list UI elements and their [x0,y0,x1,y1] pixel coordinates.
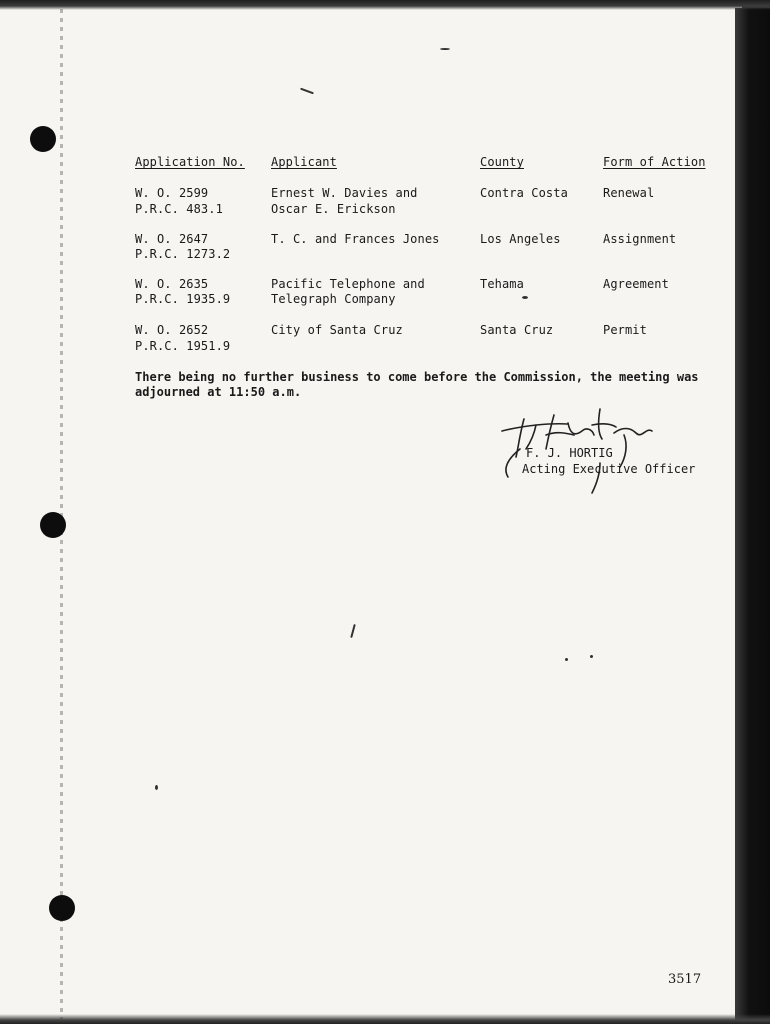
row-2-action: Assignment [603,232,677,246]
row-1-applicant-line-1: Ernest W. Davies and [271,186,418,200]
row-3-applicant-line-2: Telegraph Company [271,292,396,306]
page-number: 3517 [668,972,702,987]
row-4-applicant-line-1: City of Santa Cruz [271,323,403,337]
scan-right-edge [735,8,770,1024]
row-3-county: Tehama [480,277,524,291]
scan-speck [300,88,314,95]
row-1-wo-number: W. O. 2599 [135,186,209,200]
row-1-county: Contra Costa [480,186,568,200]
scan-speck [350,624,356,638]
row-2-applicant-line-1: T. C. and Frances Jones [271,232,440,246]
row-3-applicant-line-1: Pacific Telephone and [271,277,425,291]
punch-hole-bottom [49,895,75,921]
scan-speck [565,658,568,661]
signer-title: Acting Executive Officer [522,462,696,476]
row-4-wo-number: W. O. 2652 [135,323,209,337]
scan-speck [590,655,593,658]
header-applicant: Applicant [271,155,337,169]
row-4-action: Permit [603,323,647,337]
row-1-prc-number: P.R.C. 483.1 [135,202,223,216]
row-4-county: Santa Cruz [480,323,554,337]
header-application-no: Application No. [135,155,245,169]
row-2-wo-number: W. O. 2647 [135,232,209,246]
scan-speck [522,296,528,299]
row-1-applicant-line-2: Oscar E. Erickson [271,202,396,216]
header-form-of-action: Form of Action [603,155,706,169]
page-left-edge [60,0,63,1024]
scan-top-edge [0,0,770,10]
closing-statement: There being no further business to come before the Commission, the meeting was adjourned at 11:50 a.m. [135,370,699,399]
punch-hole-top [30,126,56,152]
row-2-county: Los Angeles [480,232,561,246]
row-2-prc-number: P.R.C. 1273.2 [135,247,231,261]
scan-speck [155,785,158,790]
signer-name: F. J. HORTIG [526,446,613,460]
row-3-action: Agreement [603,277,669,291]
row-3-prc-number: P.R.C. 1935.9 [135,292,231,306]
punch-hole-middle [40,512,66,538]
row-1-action: Renewal [603,186,655,200]
scan-speck [440,48,450,50]
signature-block [496,405,706,495]
scan-bottom-edge [0,1014,770,1024]
row-4-prc-number: P.R.C. 1951.9 [135,339,231,353]
row-3-wo-number: W. O. 2635 [135,277,209,291]
header-county: County [480,155,524,169]
